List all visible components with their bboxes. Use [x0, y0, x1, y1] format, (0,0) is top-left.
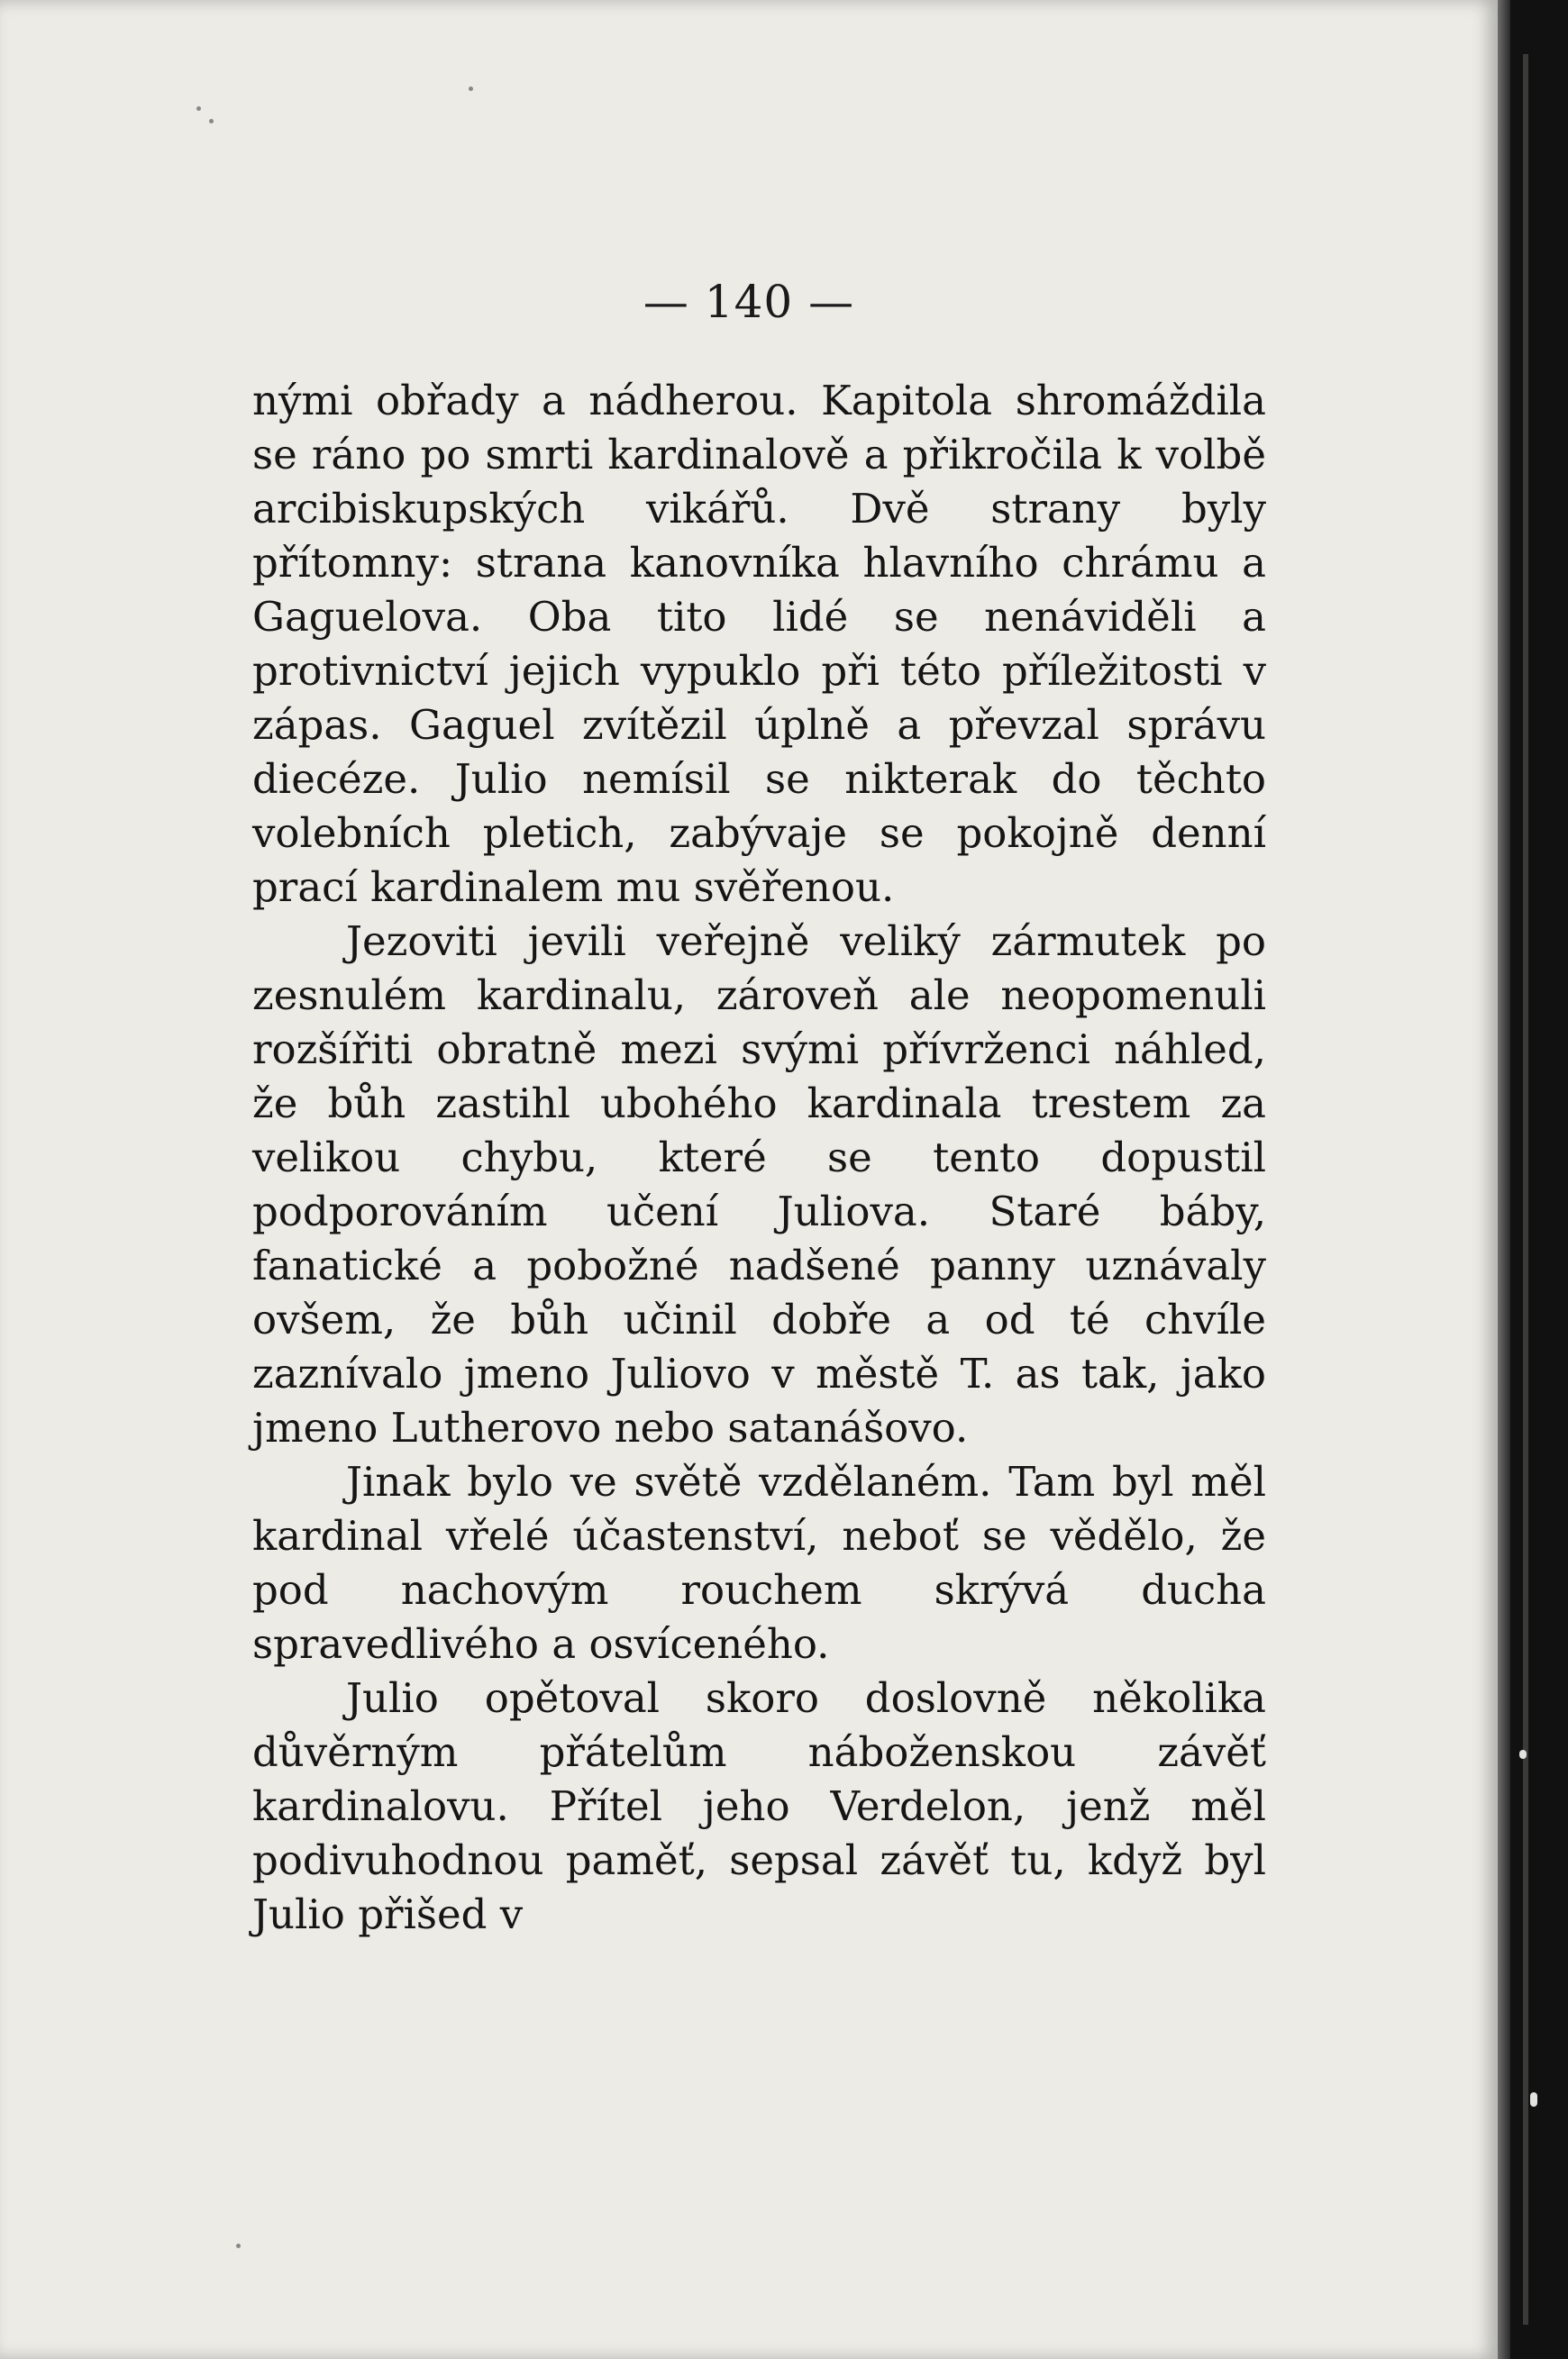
- scan-background: [1510, 0, 1568, 2359]
- adjacent-page-edge: [1523, 54, 1528, 2325]
- paragraph-3: Jinak bylo ve světě vzdělaném. Tam byl měl kardinal vřelé účastenství, neboť se vědělo, že pod nachovým rouchem skrývá ducha spravedlivého a osvíceného.: [252, 1458, 1266, 1668]
- page-number: — 140 —: [643, 276, 855, 328]
- paper-speck: [236, 2244, 241, 2248]
- paper-speck: [196, 106, 201, 111]
- body-text: [252, 374, 1266, 1942]
- paragraph-2: Jezoviti jevili veřejně veliký zármutek po zesnulém kardinalu, zároveň ale neopomenuli rozšířiti obratně mezi svými přívrženci náhled, že bůh zastihl ubohého kardinala trestem za velikou chybu, které se tento dopustil podporováním učení Juliova. Staré báby, fanatické a pobožné nadšené panny uznávaly ovšem, že bůh učinil dobře a od té chvíle zaznívalo jmeno Juliovo v městě T. as tak, jako jmeno Lutherovo nebo satanášovo.: [252, 917, 1266, 1452]
- paragraph-4: Julio opětoval skoro doslovně několika důvěrným přátelům náboženskou závěť kardinalovu. Přítel jeho Verdelon, jenž měl podivuhodnou paměť, sepsal závěť tu, když byl Julio přišed v: [252, 1674, 1266, 1938]
- paper-speck: [209, 119, 214, 123]
- edge-mark: [1530, 2092, 1537, 2107]
- page-edge-shadow: [1498, 0, 1510, 2359]
- paper-speck: [469, 87, 473, 91]
- paragraph-1: nými obřady a nádherou. Kapitola shromáždila se ráno po smrti kardinalově a přikročila k volbě arcibiskupských vikářů. Dvě strany byly přítomny: strana kanovníka hlavního chrámu a Gaguelova. Oba tito lidé se nenáviděli a protivnictví jejich vypuklo při této příležitosti v zápas. Gaguel zvítězil úplně a převzal správu diecéze. Julio nemísil se nikterak do těchto volebních pletich, zabývaje se pokojně denní prací kardinalem mu svěřenou.: [252, 377, 1266, 911]
- edge-mark: [1519, 1750, 1527, 1759]
